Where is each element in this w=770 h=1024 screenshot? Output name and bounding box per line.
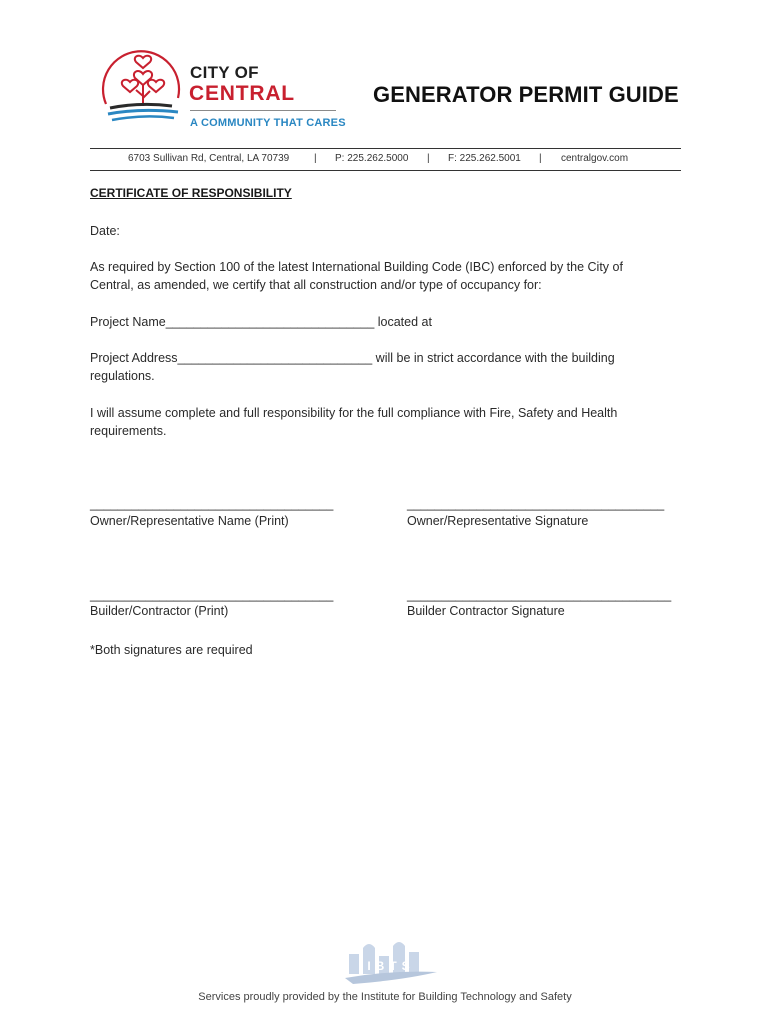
contact-phone: P: 225.262.5000 [335, 153, 409, 164]
intro-paragraph [90, 258, 623, 294]
ibts-logo [343, 940, 439, 990]
logo-divider [190, 110, 336, 111]
logo-city-of-text: CITY OF [190, 63, 259, 82]
responsibility-paragraph [90, 404, 617, 440]
contact-address: 6703 Sullivan Rd, Central, LA 70739 [128, 153, 290, 164]
ibts-logo-text: IBTS [367, 959, 415, 973]
project-name-field: Project Name______________________________ located at [90, 315, 432, 329]
owner-signature-label: Owner/Representative Signature [407, 514, 589, 528]
contact-bar [90, 148, 681, 171]
intro-line: Central, as amended, we certify that all construction and/or type of occupancy for: [90, 278, 542, 292]
owner-signature-line: _____________________________________ [407, 497, 665, 511]
city-of-central-logo-mark [100, 46, 186, 132]
contact-fax: F: 225.262.5001 [448, 153, 521, 164]
builder-signature-line: ______________________________________ [407, 588, 672, 602]
owner-name-label: Owner/Representative Name (Print) [90, 514, 289, 528]
date-label: Date: [90, 224, 120, 238]
intro-line: As required by Section 100 of the latest International Building Code (IBC) enforced by the City of [90, 260, 623, 274]
builder-name-line: ___________________________________ [90, 588, 334, 602]
signatures-note: *Both signatures are required [90, 643, 253, 657]
logo-tagline: A COMMUNITY THAT CARES [190, 117, 346, 129]
responsibility-line: requirements. [90, 424, 167, 438]
project-address-line: regulations. [90, 369, 155, 383]
contact-website: centralgov.com [561, 153, 629, 164]
owner-name-line: ___________________________________ [90, 497, 334, 511]
builder-signature-label: Builder Contractor Signature [407, 604, 565, 618]
contact-separator: | [427, 153, 430, 164]
builder-name-label: Builder/Contractor (Print) [90, 604, 229, 618]
document-title: GENERATOR PERMIT GUIDE [373, 82, 679, 107]
footer-text: Services proudly provided by the Institute for Building Technology and Safety [198, 991, 572, 1003]
project-address-field: Project Address____________________________ will be in strict accordance with the building [90, 351, 615, 365]
contact-separator: | [539, 153, 542, 164]
project-address-paragraph [90, 349, 615, 385]
logo-central-text: CENTRAL [189, 82, 295, 105]
certificate-heading: CERTIFICATE OF RESPONSIBILITY [90, 186, 292, 200]
contact-separator: | [314, 153, 317, 164]
responsibility-line: I will assume complete and full responsibility for the full compliance with Fire, Safety and Health [90, 406, 618, 420]
